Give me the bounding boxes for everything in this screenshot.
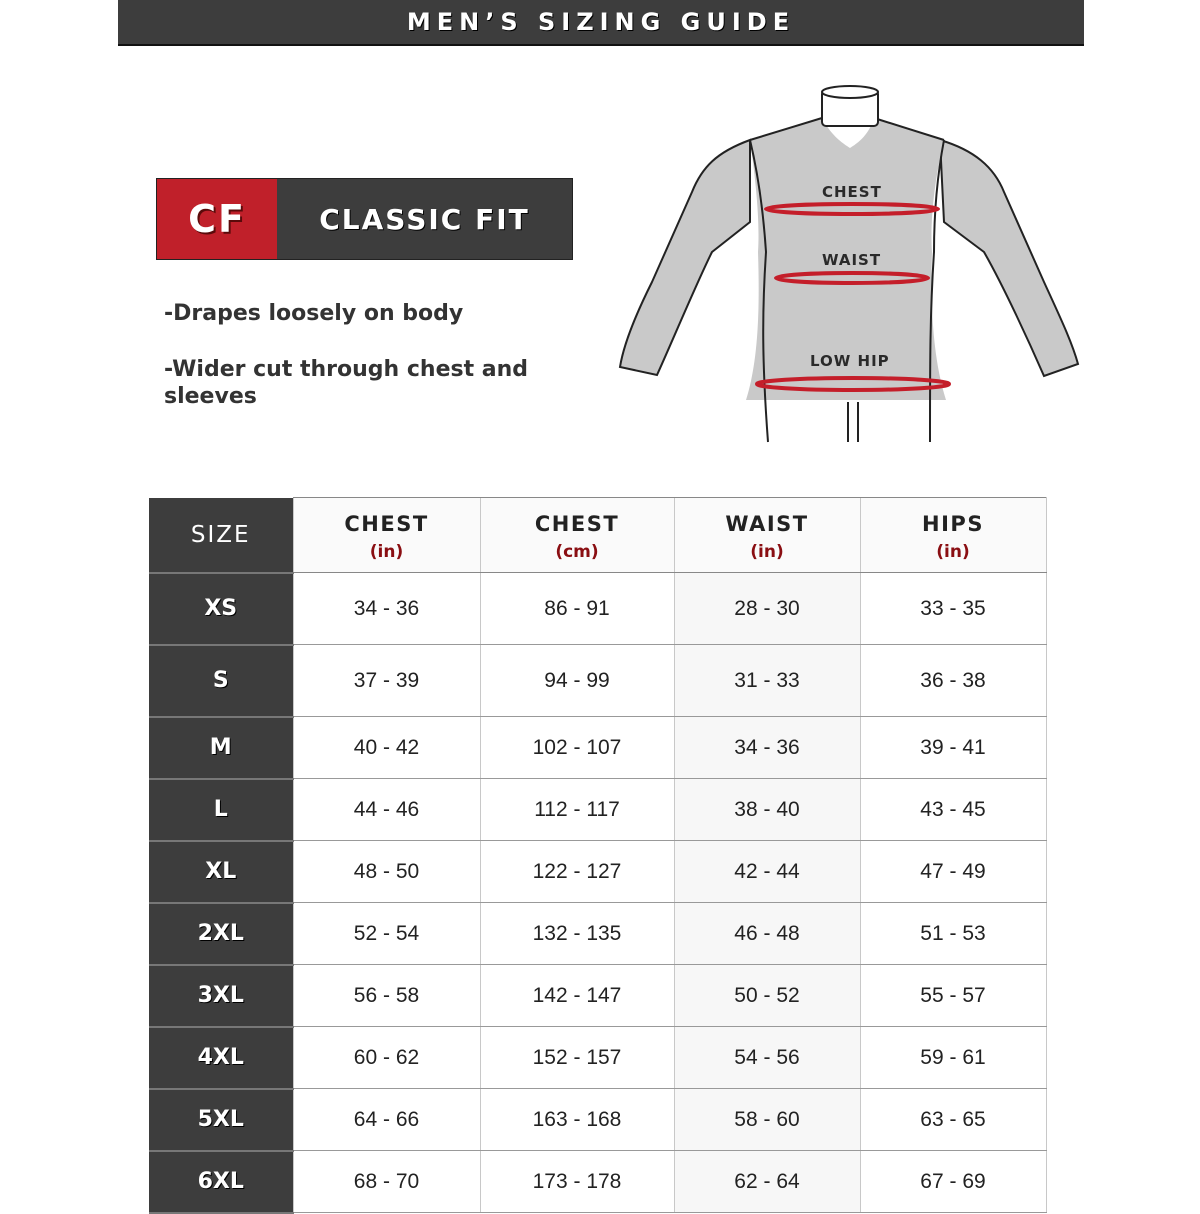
table-row (149, 717, 1046, 779)
hips-in-cell: 36 - 38 (860, 645, 1046, 717)
size-cell: 6XL (149, 1151, 293, 1213)
hips-in-cell: 55 - 57 (860, 965, 1046, 1027)
hips-in-cell: 47 - 49 (860, 841, 1046, 903)
fit-badge (156, 178, 573, 260)
chest-in-cell: 52 - 54 (293, 903, 480, 965)
size-cell: 4XL (149, 1027, 293, 1089)
hips-in-cell: 33 - 35 (860, 573, 1046, 645)
waist-in-cell: 34 - 36 (674, 717, 860, 779)
chest-in-cell: 68 - 70 (293, 1151, 480, 1213)
fit-code: CF (157, 179, 277, 259)
table-row (149, 573, 1046, 645)
chest-cm-cell: 132 - 135 (480, 903, 674, 965)
size-cell: 5XL (149, 1089, 293, 1151)
chest-in-cell: 48 - 50 (293, 841, 480, 903)
hips-in-cell: 63 - 65 (860, 1089, 1046, 1151)
chest-cm-cell: 102 - 107 (480, 717, 674, 779)
low-hip-label: LOW HIP (810, 352, 890, 370)
table-row (149, 1151, 1046, 1213)
waist-in-cell: 28 - 30 (674, 573, 860, 645)
fit-name: CLASSIC FIT (277, 179, 572, 259)
size-cell: 2XL (149, 903, 293, 965)
size-cell: L (149, 779, 293, 841)
chest-in-cell: 60 - 62 (293, 1027, 480, 1089)
table-row (149, 965, 1046, 1027)
waist-in-cell: 62 - 64 (674, 1151, 860, 1213)
table-row (149, 779, 1046, 841)
chest-cm-cell: 152 - 157 (480, 1027, 674, 1089)
size-table (149, 497, 1047, 1214)
chest-cm-cell: 112 - 117 (480, 779, 674, 841)
chest-in-cell: 34 - 36 (293, 573, 480, 645)
size-cell: S (149, 645, 293, 717)
hips-in-cell: 59 - 61 (860, 1027, 1046, 1089)
size-column-header: SIZE (149, 498, 293, 573)
chest-in-cell: 44 - 46 (293, 779, 480, 841)
hips-in-column-header: HIPS (in) (860, 498, 1046, 573)
table-row (149, 1027, 1046, 1089)
chest-in-cell: 56 - 58 (293, 965, 480, 1027)
chest-cm-cell: 122 - 127 (480, 841, 674, 903)
waist-in-cell: 46 - 48 (674, 903, 860, 965)
fit-description-2: -Wider cut through chest and sleeves (164, 357, 529, 409)
waist-in-cell: 38 - 40 (674, 779, 860, 841)
size-cell: XS (149, 573, 293, 645)
waist-in-cell: 31 - 33 (674, 645, 860, 717)
chest-in-cell: 64 - 66 (293, 1089, 480, 1151)
waist-in-cell: 50 - 52 (674, 965, 860, 1027)
size-cell: XL (149, 841, 293, 903)
chest-cm-cell: 86 - 91 (480, 573, 674, 645)
table-header-row (149, 498, 1046, 573)
size-cell: 3XL (149, 965, 293, 1027)
chest-in-column-header: CHEST (in) (293, 498, 480, 573)
waist-in-cell: 42 - 44 (674, 841, 860, 903)
table-row (149, 903, 1046, 965)
table-row (149, 645, 1046, 717)
waist-in-cell: 54 - 56 (674, 1027, 860, 1089)
hips-in-cell: 67 - 69 (860, 1151, 1046, 1213)
table-row (149, 1089, 1046, 1151)
page-title: MEN’S SIZING GUIDE (406, 8, 796, 36)
fit-description-1: -Drapes loosely on body (164, 301, 464, 326)
chest-cm-cell: 173 - 178 (480, 1151, 674, 1213)
garment-measurement-figure (612, 82, 1088, 448)
waist-in-cell: 58 - 60 (674, 1089, 860, 1151)
chest-cm-cell: 163 - 168 (480, 1089, 674, 1151)
hips-in-cell: 43 - 45 (860, 779, 1046, 841)
chest-label: CHEST (822, 183, 882, 201)
title-bar (118, 0, 1084, 46)
hips-in-cell: 39 - 41 (860, 717, 1046, 779)
waist-in-column-header: WAIST (in) (674, 498, 860, 573)
hips-in-cell: 51 - 53 (860, 903, 1046, 965)
chest-cm-column-header: CHEST (cm) (480, 498, 674, 573)
chest-in-cell: 40 - 42 (293, 717, 480, 779)
waist-label: WAIST (822, 251, 882, 269)
chest-in-cell: 37 - 39 (293, 645, 480, 717)
chest-cm-cell: 94 - 99 (480, 645, 674, 717)
table-row (149, 841, 1046, 903)
size-cell: M (149, 717, 293, 779)
chest-cm-cell: 142 - 147 (480, 965, 674, 1027)
